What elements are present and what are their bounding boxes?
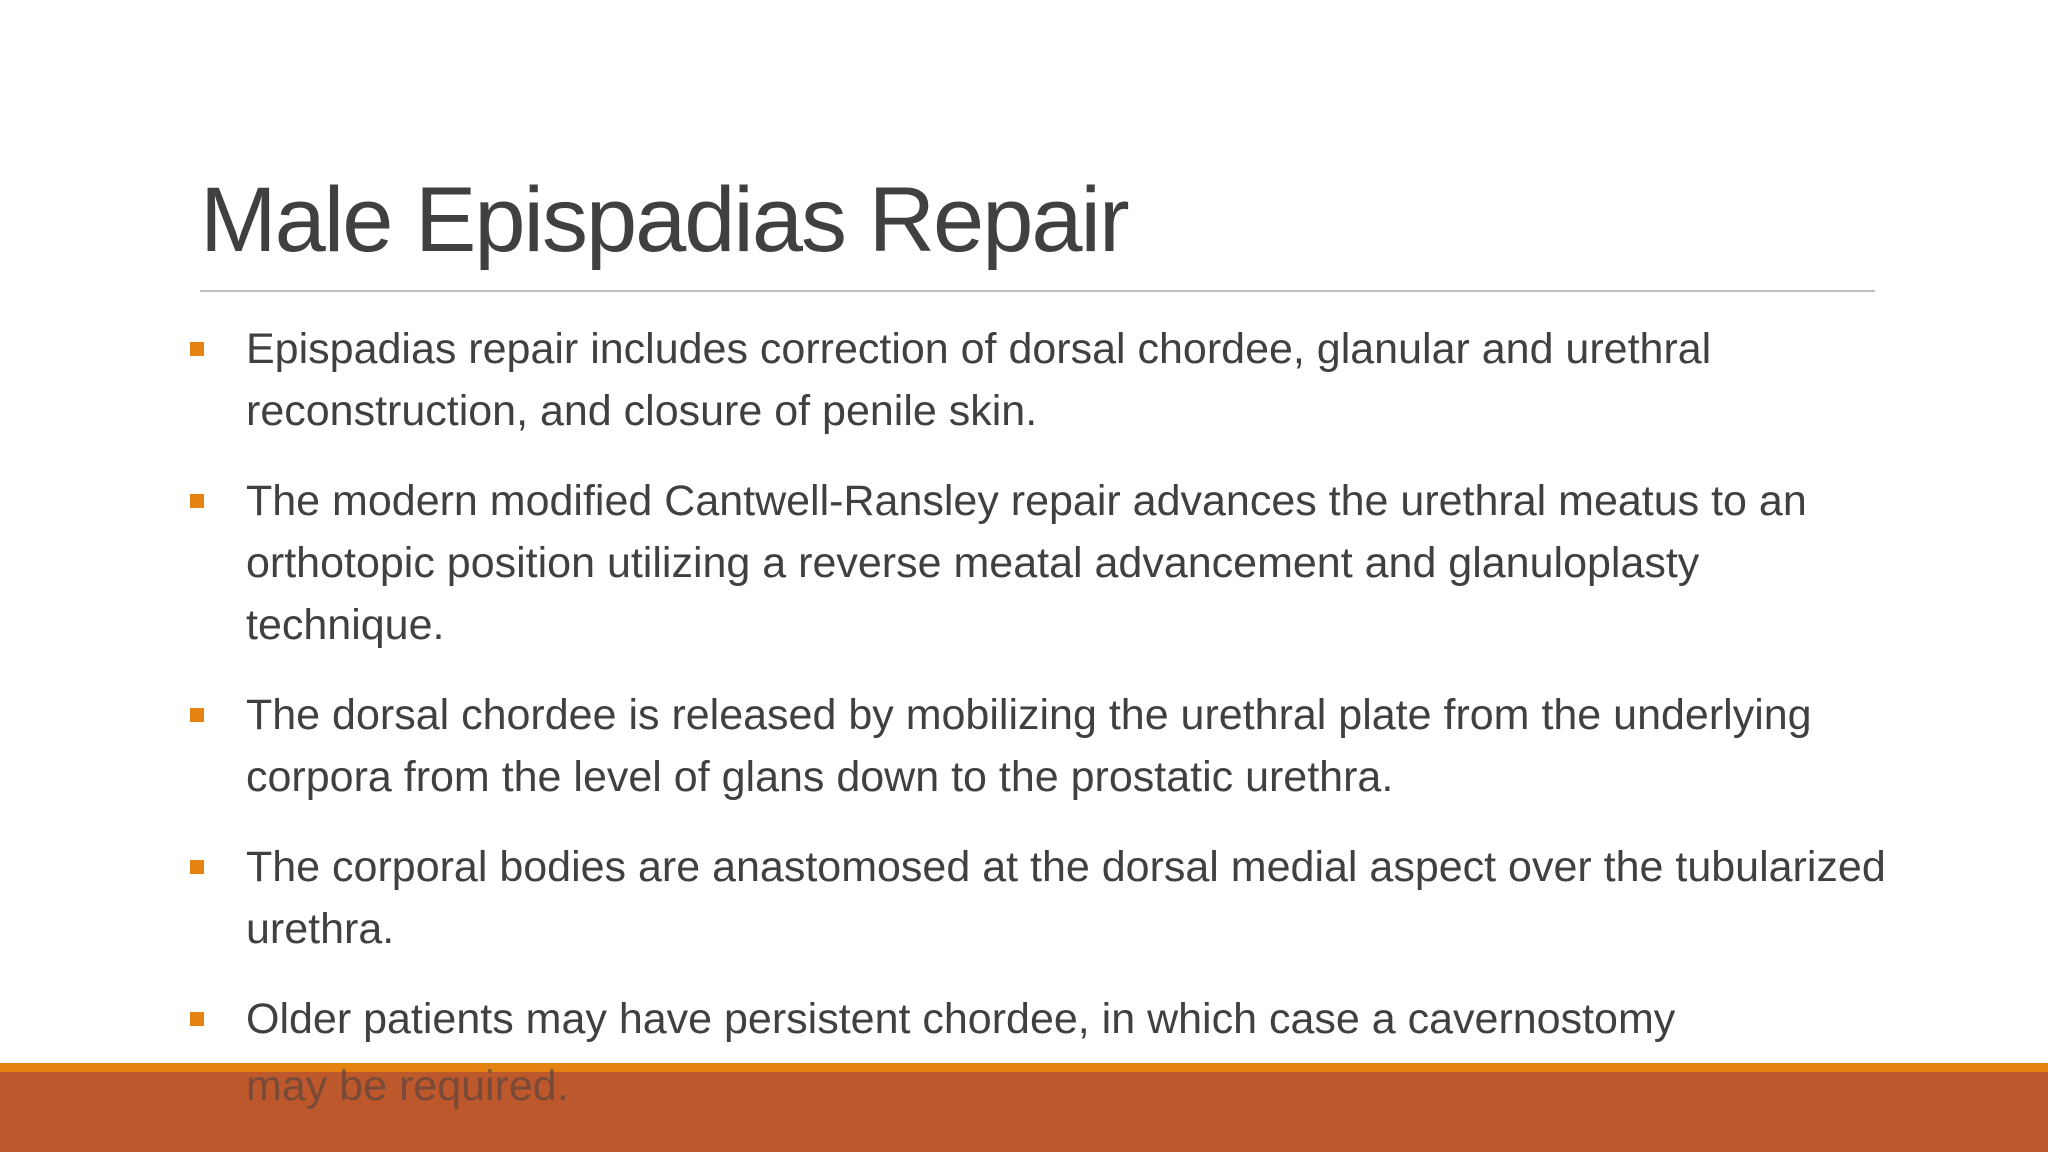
square-bullet-icon [190,494,204,508]
bullet-text: The dorsal chordee is released by mobilizing the urethral plate from the underlying corpora from the level of glans down to the prostatic urethra. [246,691,1812,801]
title-divider [200,290,1875,292]
bullet-text: The corporal bodies are anastomosed at the dorsal medial aspect over the tubularized urethra. [246,843,1886,953]
bullet-text: Epispadias repair includes correction of dorsal chordee, glanular and urethral reconstruction, and closure of penile skin. [246,325,1712,435]
bullet-item [186,470,1886,656]
bullet-list [186,318,1886,1078]
square-bullet-icon [190,1012,204,1026]
slide-title: Male Epispadias Repair [200,169,1128,271]
bullet-text: The modern modified Cantwell-Ransley repair advances the urethral meatus to an orthotopic position utilizing a reverse meatal advancement and glanuloplasty technique. [246,477,1807,649]
bullet-overflow-text: may be required. [246,1062,569,1110]
square-bullet-icon [190,860,204,874]
square-bullet-icon [190,708,204,722]
bullet-item [186,318,1886,442]
bullet-item [186,988,1886,1050]
bullet-item [186,684,1886,808]
square-bullet-icon [190,342,204,356]
bullet-text: Older patients may have persistent chordee, in which case a cavernostomy [246,995,1676,1043]
bullet-item [186,836,1886,960]
